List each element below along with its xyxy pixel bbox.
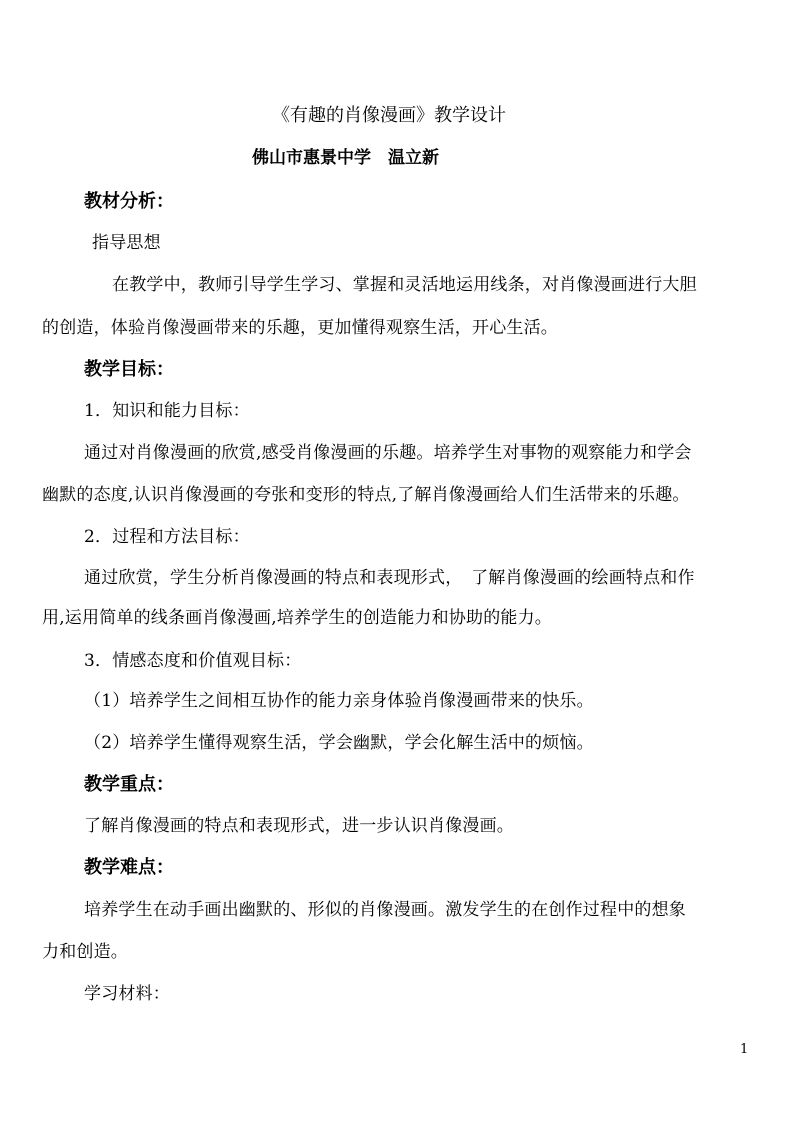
paragraph-line: 了解肖像漫画的特点和表现形式，进一步认识肖像漫画。 (84, 816, 514, 836)
paragraph-line: 培养学生在动手画出幽默的、形似的肖像漫画。激发学生的在创作过程中的想象 (84, 900, 686, 920)
goal-title-process: 2．过程和方法目标： (84, 527, 250, 547)
goal-title-knowledge: 1．知识和能力目标： (84, 401, 250, 421)
paragraph-line: 的创造，体验肖像漫画带来的乐趣，更加懂得观察生活，开心生活。 (42, 318, 558, 338)
goal-title-emotion: 3．情感态度和价值观目标： (84, 651, 302, 671)
paragraph-line: 幽默的态度,认识肖像漫画的夸张和变形的特点,了解肖像漫画给人们生活带来的乐趣。 (42, 485, 690, 505)
goal-list-item: （1）培养学生之间相互协作的能力亲身体验肖像漫画带来的快乐。 (84, 691, 594, 711)
paragraph-line: 通过欣赏，学生分析肖像漫画的特点和表现形式， 了解肖像漫画的绘画特点和作 (84, 568, 695, 588)
section-heading-materials: 学习材料： (84, 984, 170, 1004)
section-heading-material-analysis: 教材分析： (84, 191, 174, 212)
paragraph-line: 力和创造。 (42, 942, 128, 962)
subheading-guiding-thought: 指导思想 (92, 233, 161, 253)
goal-list-item: （2）培养学生懂得观察生活，学会幽默，学会化解生活中的烦恼。 (84, 733, 594, 753)
document-author: 佛山市惠景中学 温立新 (252, 148, 439, 168)
paragraph-line: 用,运用简单的线条画肖像漫画,培养学生的创造能力和协助的能力。 (42, 608, 553, 628)
page-number: 1 (740, 1042, 749, 1057)
document-title: 《有趣的肖像漫画》教学设计 (272, 105, 506, 126)
section-heading-difficulties: 教学难点： (84, 857, 174, 878)
paragraph-line: 通过对肖像漫画的欣赏,感受肖像漫画的乐趣。培养学生对事物的观察能力和学会 (84, 443, 692, 463)
section-heading-key-points: 教学重点： (84, 774, 174, 795)
section-heading-teaching-goals: 教学目标： (84, 359, 174, 380)
paragraph-line: 在教学中，教师引导学生学习、掌握和灵活地运用线条，对肖像漫画进行大胆 (112, 275, 697, 295)
